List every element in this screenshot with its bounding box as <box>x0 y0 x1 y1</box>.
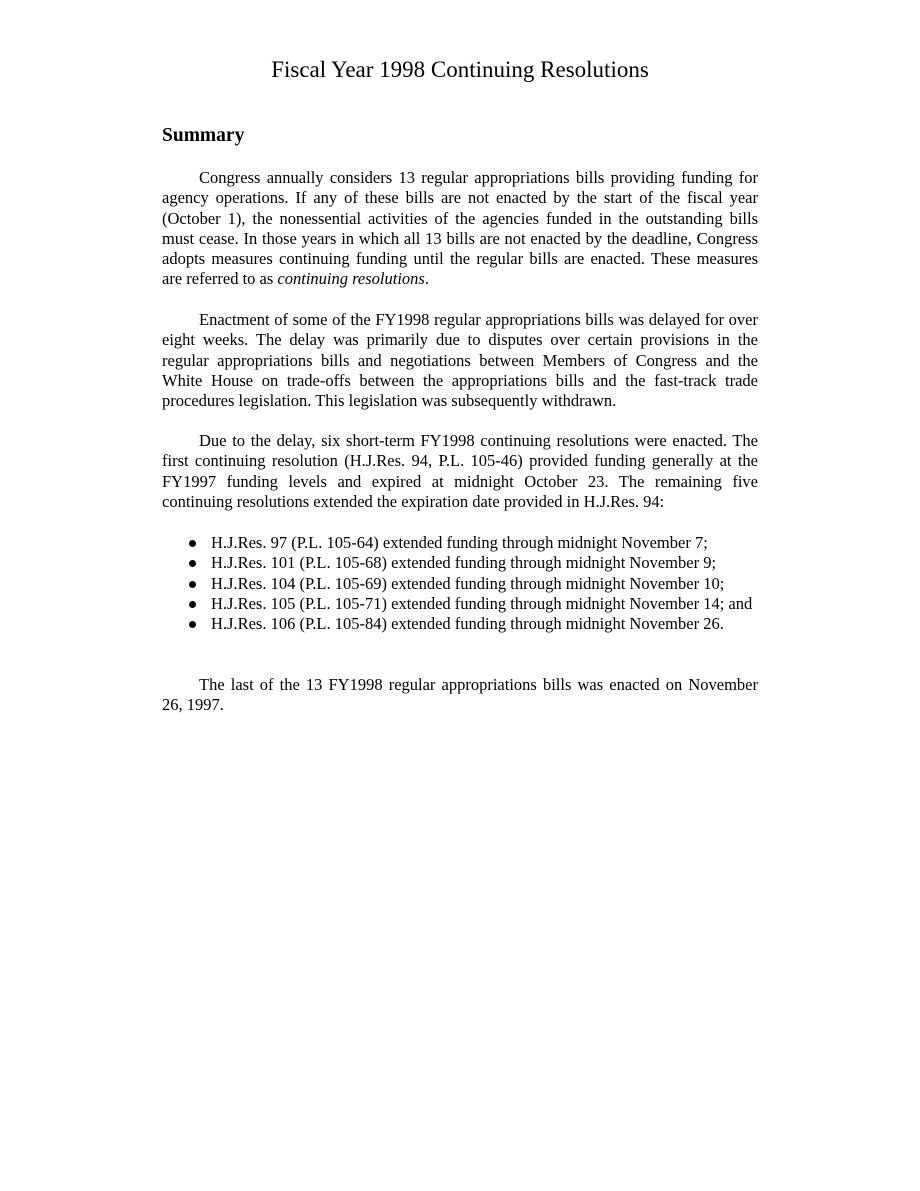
paragraph-overview-end: . <box>424 269 429 289</box>
list-item-text: H.J.Res. 106 (P.L. 105-84) extended funding through midnight November 26. <box>211 614 724 634</box>
resolution-list <box>162 533 758 634</box>
list-item-text: H.J.Res. 105 (P.L. 105-71) extended funding through midnight November 14; and <box>211 593 753 613</box>
list-item <box>162 614 758 634</box>
list-item <box>162 533 758 553</box>
list-item-text: H.J.Res. 101 (P.L. 105-68) extended funding through midnight November 9; <box>211 553 717 573</box>
paragraph-delay: Enactment of some of the FY1998 regular appropriations bills was delayed for over eight weeks. The delay was primarily due to disputes over certain provisions in the regular appropriations bills and negotiations between Members of Congress and the White House on trade-offs between the appropriations bills and the fast-track trade procedures legislation. This legislation was subsequently withdrawn. <box>162 310 758 411</box>
bullet-icon <box>189 621 196 628</box>
paragraph-overview-emphasis: continuing resolutions <box>277 269 425 289</box>
list-item-text: H.J.Res. 104 (P.L. 105-69) extended funding through midnight November 10; <box>211 573 725 593</box>
bullet-icon <box>189 560 196 567</box>
bullet-icon <box>189 581 196 588</box>
bullet-icon <box>189 601 196 608</box>
list-item <box>162 574 758 594</box>
section-heading-summary: Summary <box>162 125 245 146</box>
list-item <box>162 594 758 614</box>
document-title: Fiscal Year 1998 Continuing Resolutions <box>271 57 649 82</box>
list-item <box>162 553 758 573</box>
bullet-icon <box>189 540 196 547</box>
paragraph-continuing-resolutions: Due to the delay, six short-term FY1998 continuing resolutions were enacted. The first continuing resolution (H.J.Res. 94, P.L. 105-46) provided funding generally at the FY1997 funding levels and expired at midnight October 23. The remaining five continuing resolutions extended the expiration date provided in H.J.Res. 94: <box>162 431 758 511</box>
paragraph-overview <box>162 168 758 290</box>
paragraph-conclusion: The last of the 13 FY1998 regular appropriations bills was enacted on November 26, 1997. <box>162 675 758 715</box>
list-item-text: H.J.Res. 97 (P.L. 105-64) extended funding through midnight November 7; <box>211 533 708 552</box>
paragraph-overview-text: Congress annually considers 13 regular appropriations bills providing funding for agency operations. If any of these bills are not enacted by the start of the fiscal year (October 1), the nonessential activities of the agencies funded in the outstanding bills must cease. In those years in which all 13 bills are not enacted by the deadline, Congress adopts measures continuing funding until the regular bills are enacted. These measures are referred to as <box>162 168 758 289</box>
